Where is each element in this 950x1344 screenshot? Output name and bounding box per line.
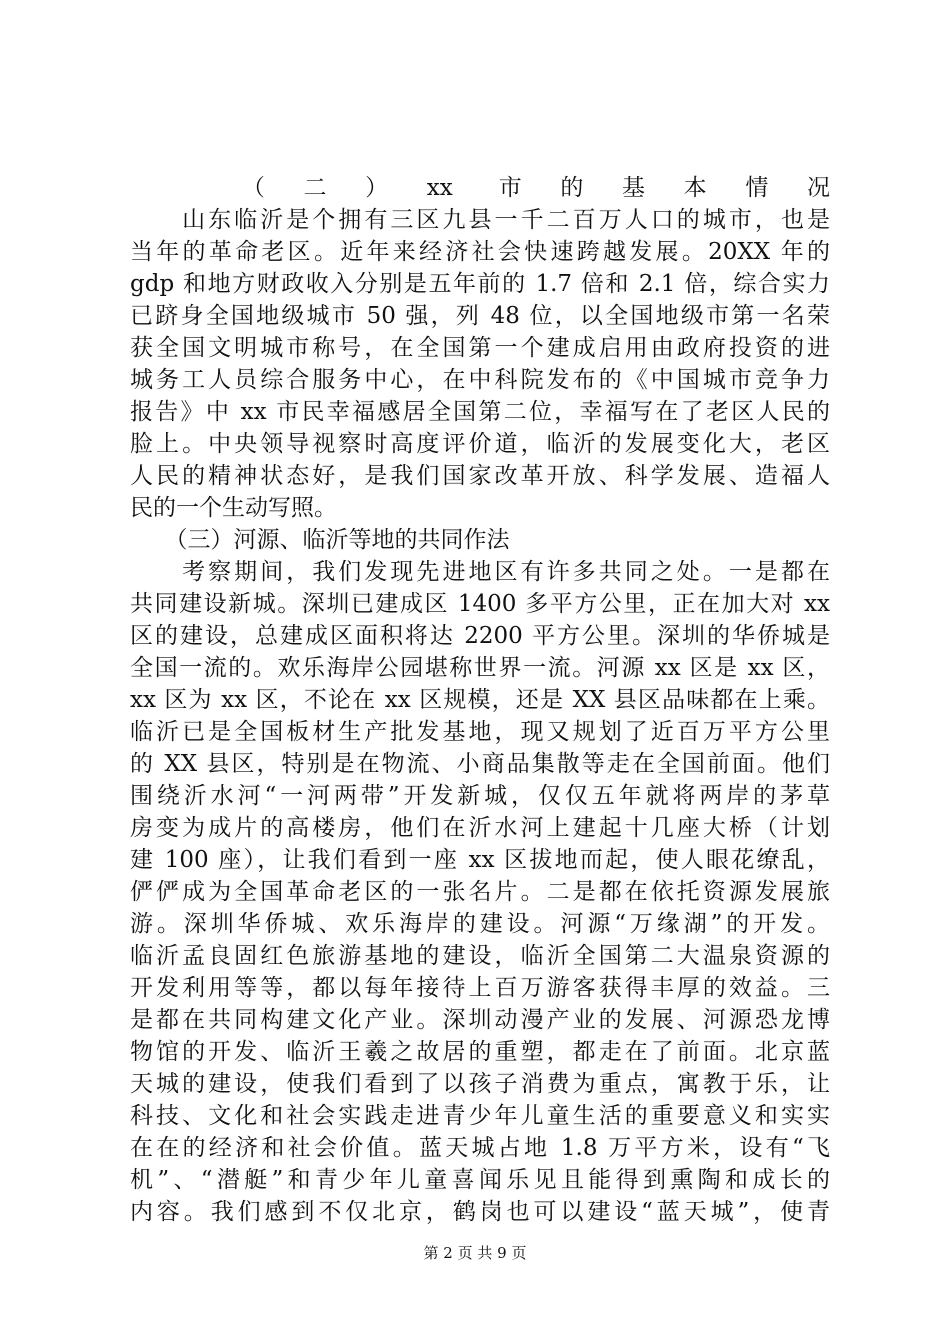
paragraph-line: 天城的建设，使我们看到了以孩子消费为重点，寓教于乐，让 (130, 1071, 830, 1097)
section-heading: （二）xx 市的基本情况 (130, 175, 830, 201)
paragraph-line: 的 XX 县区，特别是在物流、小商品集散等走在全国前面。他们 (130, 751, 830, 777)
paragraph-line: 房变为成片的高楼房，他们在沂水河上建起十几座大桥（计划 (130, 815, 830, 841)
paragraph-line: 民的一个生动写照。 (130, 495, 337, 521)
paragraph-line: 科技、文化和社会实践走进青少年儿童生活的重要意义和实实 (130, 1103, 830, 1129)
paragraph-line: 机”、“潜艇”和青少年儿童喜闻乐见且能得到熏陶和成长的 (130, 1167, 830, 1193)
paragraph-line: 共同建设新城。深圳已建成区 1400 多平方公里，正在加大对 xx (130, 591, 830, 617)
document-body (130, 172, 830, 1228)
paragraph-line: 俨俨成为全国革命老区的一张名片。二是都在依托资源发展旅 (130, 879, 830, 905)
paragraph-line: 人民的精神状态好，是我们国家改革开放、科学发展、造福人 (130, 463, 830, 489)
paragraph-line: 当年的革命老区。近年来经济社会快速跨越发展。20XX 年的 (130, 239, 830, 265)
paragraph-line: 山东临沂是个拥有三区九县一千二百万人口的城市，也是 (130, 207, 830, 233)
paragraph-line: 获全国文明城市称号，在全国第一个建成启用由政府投资的进 (130, 335, 830, 361)
paragraph-line: 游。深圳华侨城、欢乐海岸的建设。河源“万缘湖”的开发。 (130, 911, 830, 937)
paragraph-line: 脸上。中央领导视察时高度评价道，临沂的发展变化大，老区 (130, 431, 830, 457)
paragraph-line: 内容。我们感到不仅北京，鹤岗也可以建设“蓝天城”，使青 (130, 1199, 830, 1225)
paragraph-line: 全国一流的。欢乐海岸公园堪称世界一流。河源 xx 区是 xx 区， (130, 655, 830, 681)
paragraph-line: 在在的经济和社会价值。蓝天城占地 1.8 万平方米，设有“飞 (130, 1135, 830, 1161)
paragraph-line: xx 区为 xx 区，不论在 xx 区规模，还是 XX 县区品味都在上乘。 (130, 687, 830, 713)
section-heading: （三）河源、临沂等地的共同作法 (130, 527, 510, 553)
paragraph-line: 考察期间，我们发现先进地区有许多共同之处。一是都在 (130, 559, 830, 585)
paragraph-line: 开发利用等等，都以每年接待上百万游客获得丰厚的效益。三 (130, 975, 830, 1001)
paragraph-line: gdp 和地方财政收入分别是五年前的 1.7 倍和 2.1 倍，综合实力 (130, 271, 830, 297)
paragraph-line: 临沂已是全国板材生产批发基地，现又规划了近百万平方公里 (130, 719, 830, 745)
page-footer (0, 1243, 950, 1263)
paragraph-line: 建 100 座），让我们看到一座 xx 区拔地而起，使人眼花缭乱， (130, 847, 830, 873)
paragraph-line: 物馆的开发、临沂王羲之故居的重塑，都走在了前面。北京蓝 (130, 1039, 830, 1065)
page-number: 第 2 页 共 9 页 (423, 1244, 527, 1262)
paragraph-line: 是都在共同构建文化产业。深圳动漫产业的发展、河源恐龙博 (130, 1007, 830, 1033)
paragraph-line: 临沂孟良固红色旅游基地的建设，临沂全国第二大温泉资源的 (130, 943, 830, 969)
paragraph-line: 区的建设，总建成区面积将达 2200 平方公里。深圳的华侨城是 (130, 623, 830, 649)
paragraph-line: 城务工人员综合服务中心，在中科院发布的《中国城市竞争力 (130, 367, 830, 393)
paragraph-line: 报告》中 xx 市民幸福感居全国第二位，幸福写在了老区人民的 (130, 399, 830, 425)
paragraph-line: 围绕沂水河“一河两带”开发新城，仅仅五年就将两岸的茅草 (130, 783, 830, 809)
paragraph-line: 已跻身全国地级城市 50 强，列 48 位，以全国地级市第一名荣 (130, 303, 830, 329)
